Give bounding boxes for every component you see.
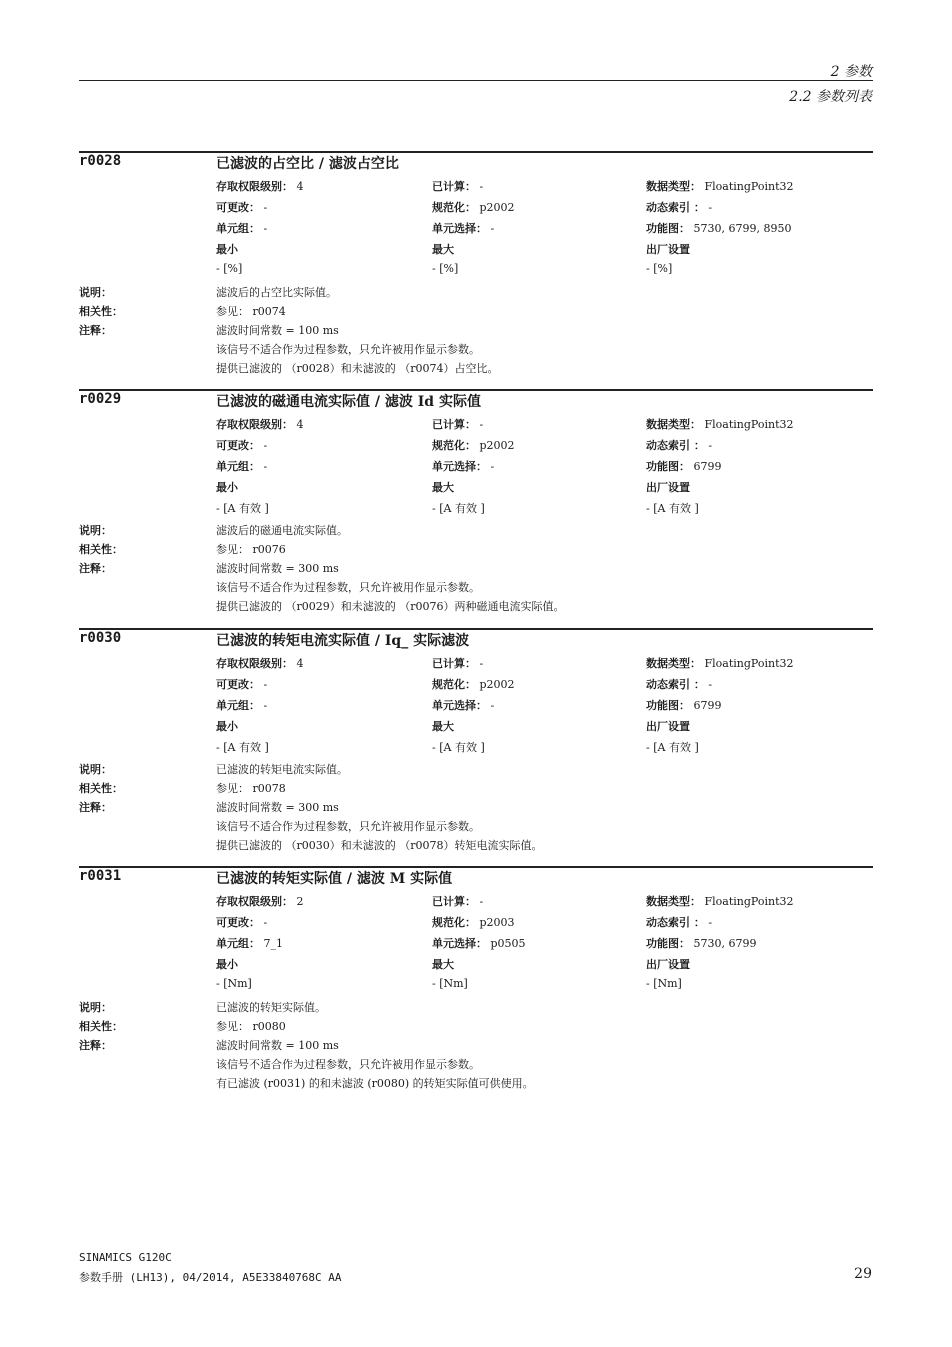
note-label: 注释：	[79, 324, 112, 337]
range-header-row	[216, 956, 873, 974]
data-type-label: 数据类型：	[646, 418, 701, 431]
calculated-cell	[432, 655, 483, 671]
unit-selection-value: -	[490, 222, 495, 235]
max-label: 最大	[432, 481, 454, 494]
parameter-title: 已滤波的转矩实际值 / 滤波 M 实际值	[216, 871, 453, 887]
function-diagram-label: 功能图：	[646, 222, 690, 235]
unit-selection-label: 单元选择：	[432, 222, 487, 235]
unit-group-cell	[216, 220, 267, 236]
factory-label: 出厂设置	[646, 720, 690, 733]
calculated-label: 已计算：	[432, 418, 476, 431]
dependency-text: 参见： r0078	[216, 782, 286, 795]
min-value: - [%]	[216, 262, 243, 275]
data-type-cell	[646, 178, 794, 194]
unit-selection-label: 单元选择：	[432, 699, 487, 712]
range-value-row	[216, 977, 873, 995]
factory-value: - [A 有效 ]	[646, 502, 699, 515]
unit-group-label: 单元组：	[216, 222, 260, 235]
unit-group-label: 单元组：	[216, 460, 260, 473]
max-label: 最大	[432, 958, 454, 971]
factory-value: - [A 有效 ]	[646, 741, 699, 754]
attribute-row	[216, 893, 873, 911]
function-diagram-cell	[646, 935, 756, 951]
function-diagram-cell	[646, 458, 722, 474]
footer-manual: 参数手册 (LH13), 04/2014, A5E33840768C AA	[79, 1271, 342, 1284]
note-line: 该信号不适合作为过程参数，只允许被用作显示参数。	[216, 820, 480, 833]
min-label: 最小	[216, 243, 238, 256]
note-label: 注释：	[79, 801, 112, 814]
note-line: 提供已滤波的 （r0029）和未滤波的 （r0076）两种磁通电流实际值。	[216, 600, 565, 613]
function-diagram-value: 5730, 6799	[693, 937, 757, 950]
attribute-row	[216, 697, 873, 715]
dynamic-index-value: -	[708, 678, 713, 691]
dependency-label: 相关性：	[79, 305, 123, 318]
max-value: - [Nm]	[432, 977, 468, 990]
calculated-label: 已计算：	[432, 895, 476, 908]
parameter-block	[79, 628, 873, 858]
unit-selection-value: -	[490, 460, 495, 473]
access-level-value: 4	[296, 657, 304, 670]
parameter-block	[79, 389, 873, 619]
note-line: 滤波时间常数 = 100 ms	[216, 324, 339, 337]
page-number: 29	[854, 1266, 872, 1282]
max-label: 最大	[432, 243, 454, 256]
scaling-value: p2002	[479, 678, 515, 691]
attribute-row	[216, 914, 873, 932]
scaling-value: p2003	[479, 916, 515, 929]
dynamic-index-value: -	[708, 916, 713, 929]
min-value: - [A 有效 ]	[216, 741, 269, 754]
note-line: 该信号不适合作为过程参数，只允许被用作显示参数。	[216, 1058, 480, 1071]
description-label: 说明：	[79, 763, 112, 776]
header-chapter: 2 参数	[830, 64, 872, 80]
description-label: 说明：	[79, 1001, 112, 1014]
calculated-cell	[432, 416, 483, 432]
data-type-label: 数据类型：	[646, 895, 701, 908]
function-diagram-value: 5730, 6799, 8950	[693, 222, 792, 235]
note-line: 提供已滤波的 （r0028）和未滤波的 （r0074）占空比。	[216, 362, 499, 375]
parameter-block	[79, 866, 873, 1096]
data-type-value: FloatingPoint32	[704, 895, 794, 908]
min-label: 最小	[216, 720, 238, 733]
max-value: - [A 有效 ]	[432, 741, 485, 754]
note-line: 该信号不适合作为过程参数，只允许被用作显示参数。	[216, 581, 480, 594]
dependency-label: 相关性：	[79, 543, 123, 556]
scaling-label: 规范化：	[432, 201, 476, 214]
description-label: 说明：	[79, 524, 112, 537]
data-type-label: 数据类型：	[646, 657, 701, 670]
dynamic-index-value: -	[708, 201, 713, 214]
attribute-row	[216, 178, 873, 196]
calculated-label: 已计算：	[432, 180, 476, 193]
unit-group-value: -	[263, 460, 268, 473]
parameter-id: r0028	[79, 153, 122, 169]
unit-selection-label: 单元选择：	[432, 937, 487, 950]
range-value-row	[216, 262, 873, 280]
data-type-cell	[646, 416, 794, 432]
unit-selection-cell	[432, 935, 526, 951]
dynamic-index-value: -	[708, 439, 713, 452]
data-type-value: FloatingPoint32	[704, 657, 794, 670]
access-level-cell	[216, 416, 304, 432]
unit-group-value: -	[263, 699, 268, 712]
dependency-label: 相关性：	[79, 782, 123, 795]
calculated-value: -	[479, 180, 484, 193]
range-header-row	[216, 479, 873, 497]
changeable-cell	[216, 199, 267, 215]
calculated-label: 已计算：	[432, 657, 476, 670]
scaling-value: p2002	[479, 201, 515, 214]
function-diagram-value: 6799	[693, 699, 722, 712]
dependency-text: 参见： r0080	[216, 1020, 286, 1033]
access-level-label: 存取权限级别：	[216, 895, 293, 908]
data-type-label: 数据类型：	[646, 180, 701, 193]
dynamic-index-label: 动态索引 ：	[646, 678, 705, 691]
parameter-rule	[79, 628, 873, 630]
function-diagram-value: 6799	[693, 460, 722, 473]
scaling-cell	[432, 437, 515, 453]
dynamic-index-cell	[646, 437, 712, 453]
scaling-value: p2002	[479, 439, 515, 452]
min-value: - [Nm]	[216, 977, 252, 990]
min-label: 最小	[216, 481, 238, 494]
changeable-cell	[216, 914, 267, 930]
note-line: 滤波时间常数 = 300 ms	[216, 562, 339, 575]
max-value: - [%]	[432, 262, 459, 275]
attribute-row	[216, 199, 873, 217]
calculated-cell	[432, 893, 483, 909]
parameter-block	[79, 151, 873, 381]
description-text: 滤波后的磁通电流实际值。	[216, 524, 348, 537]
unit-group-label: 单元组：	[216, 699, 260, 712]
unit-group-value: -	[263, 222, 268, 235]
parameter-title: 已滤波的磁通电流实际值 / 滤波 Id 实际值	[216, 394, 481, 410]
min-value: - [A 有效 ]	[216, 502, 269, 515]
parameter-id: r0029	[79, 391, 122, 407]
unit-group-value: 7_1	[263, 937, 283, 950]
data-type-cell	[646, 893, 794, 909]
min-label: 最小	[216, 958, 238, 971]
changeable-label: 可更改：	[216, 201, 260, 214]
factory-value: - [%]	[646, 262, 673, 275]
max-value: - [A 有效 ]	[432, 502, 485, 515]
max-label: 最大	[432, 720, 454, 733]
function-diagram-label: 功能图：	[646, 460, 690, 473]
note-label: 注释：	[79, 562, 112, 575]
dynamic-index-label: 动态索引 ：	[646, 201, 705, 214]
changeable-cell	[216, 437, 267, 453]
data-type-value: FloatingPoint32	[704, 180, 794, 193]
note-line: 该信号不适合作为过程参数，只允许被用作显示参数。	[216, 343, 480, 356]
footer-product: SINAMICS G120C	[79, 1251, 172, 1264]
description-text: 滤波后的占空比实际值。	[216, 286, 337, 299]
access-level-label: 存取权限级别：	[216, 418, 293, 431]
dependency-text: 参见： r0074	[216, 305, 286, 318]
scaling-cell	[432, 914, 515, 930]
parameter-rule	[79, 151, 873, 153]
changeable-value: -	[263, 678, 268, 691]
unit-group-cell	[216, 935, 283, 951]
parameter-id: r0030	[79, 630, 122, 646]
attribute-row	[216, 416, 873, 434]
note-line: 提供已滤波的 （r0030）和未滤波的 （r0078）转矩电流实际值。	[216, 839, 543, 852]
function-diagram-label: 功能图：	[646, 699, 690, 712]
calculated-value: -	[479, 657, 484, 670]
scaling-cell	[432, 676, 515, 692]
range-header-row	[216, 718, 873, 736]
factory-label: 出厂设置	[646, 243, 690, 256]
access-level-value: 4	[296, 418, 304, 431]
dynamic-index-label: 动态索引 ：	[646, 916, 705, 929]
changeable-cell	[216, 676, 267, 692]
calculated-value: -	[479, 895, 484, 908]
description-label: 说明：	[79, 286, 112, 299]
header-section: 2.2 参数列表	[789, 89, 872, 105]
dynamic-index-cell	[646, 199, 712, 215]
unit-selection-cell	[432, 220, 494, 236]
scaling-label: 规范化：	[432, 916, 476, 929]
unit-selection-label: 单元选择：	[432, 460, 487, 473]
attribute-row	[216, 676, 873, 694]
attribute-row	[216, 437, 873, 455]
scaling-cell	[432, 199, 515, 215]
function-diagram-cell	[646, 697, 722, 713]
unit-group-cell	[216, 458, 267, 474]
changeable-label: 可更改：	[216, 439, 260, 452]
dynamic-index-cell	[646, 914, 712, 930]
factory-label: 出厂设置	[646, 481, 690, 494]
unit-group-label: 单元组：	[216, 937, 260, 950]
header-rule	[79, 80, 873, 81]
attribute-row	[216, 220, 873, 238]
access-level-label: 存取权限级别：	[216, 657, 293, 670]
access-level-label: 存取权限级别：	[216, 180, 293, 193]
changeable-label: 可更改：	[216, 678, 260, 691]
attribute-row	[216, 458, 873, 476]
attribute-row	[216, 935, 873, 953]
range-value-row	[216, 500, 873, 518]
dynamic-index-cell	[646, 676, 712, 692]
calculated-value: -	[479, 418, 484, 431]
parameter-title: 已滤波的占空比 / 滤波占空比	[216, 156, 399, 172]
dynamic-index-label: 动态索引 ：	[646, 439, 705, 452]
parameter-title: 已滤波的转矩电流实际值 / Iq_ 实际滤波	[216, 633, 470, 649]
changeable-value: -	[263, 201, 268, 214]
changeable-label: 可更改：	[216, 916, 260, 929]
scaling-label: 规范化：	[432, 439, 476, 452]
note-line: 滤波时间常数 = 300 ms	[216, 801, 339, 814]
unit-selection-cell	[432, 697, 494, 713]
function-diagram-label: 功能图：	[646, 937, 690, 950]
note-line: 有已滤波 (r0031) 的和未滤波 (r0080) 的转矩实际值可供使用。	[216, 1077, 534, 1090]
factory-label: 出厂设置	[646, 958, 690, 971]
range-header-row	[216, 241, 873, 259]
function-diagram-cell	[646, 220, 791, 236]
access-level-cell	[216, 178, 304, 194]
unit-selection-value: p0505	[490, 937, 526, 950]
unit-group-cell	[216, 697, 267, 713]
description-text: 已滤波的转矩实际值。	[216, 1001, 326, 1014]
dependency-text: 参见： r0076	[216, 543, 286, 556]
access-level-cell	[216, 655, 304, 671]
range-value-row	[216, 739, 873, 757]
note-label: 注释：	[79, 1039, 112, 1052]
note-line: 滤波时间常数 = 100 ms	[216, 1039, 339, 1052]
unit-selection-value: -	[490, 699, 495, 712]
calculated-cell	[432, 178, 483, 194]
description-text: 已滤波的转矩电流实际值。	[216, 763, 348, 776]
changeable-value: -	[263, 916, 268, 929]
changeable-value: -	[263, 439, 268, 452]
access-level-value: 2	[296, 895, 304, 908]
factory-value: - [Nm]	[646, 977, 682, 990]
unit-selection-cell	[432, 458, 494, 474]
parameter-id: r0031	[79, 868, 122, 884]
access-level-value: 4	[296, 180, 304, 193]
access-level-cell	[216, 893, 304, 909]
attribute-row	[216, 655, 873, 673]
dependency-label: 相关性：	[79, 1020, 123, 1033]
data-type-value: FloatingPoint32	[704, 418, 794, 431]
parameter-rule	[79, 866, 873, 868]
scaling-label: 规范化：	[432, 678, 476, 691]
data-type-cell	[646, 655, 794, 671]
